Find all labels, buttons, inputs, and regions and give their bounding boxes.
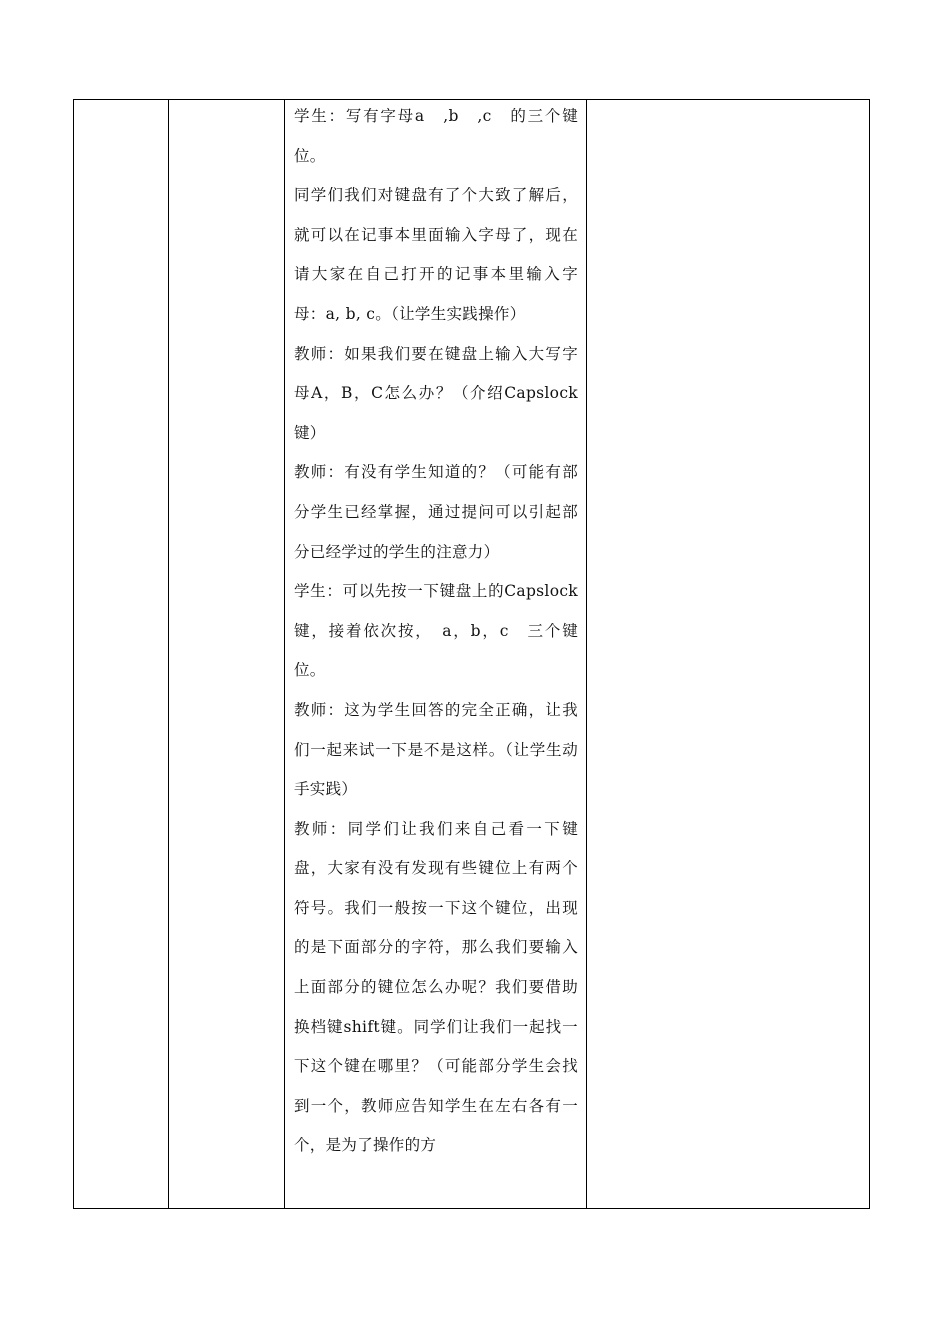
paragraph-student-capslock: 学生：可以先按一下键盘上的Capslock键，接着依次按， a，b，c 三个键位。 [294, 582, 578, 680]
table-cell-column-2 [169, 100, 285, 1209]
paragraph-student-answer-keys: 学生：写有字母a ,b ,c 的三个键位。 [294, 107, 578, 165]
paragraph-uppercase-question: 教师：如果我们要在键盘上输入大写字母A，B，C怎么办？（介绍Capslock键） [294, 344, 578, 442]
table-cell-column-1 [74, 100, 169, 1209]
paragraph-notepad-practice: 同学们我们对键盘有了个大致了解后，就可以在记事本里面输入字母了，现在请大家在自己打开的记事本里输入字母：a, b, c。（让学生实践操作） [294, 186, 578, 323]
table-cell-column-4 [587, 100, 870, 1209]
table-cell-teaching-content [285, 100, 587, 1209]
teaching-content-text [285, 97, 586, 1166]
paragraph-teacher-confirms: 教师：这为学生回答的完全正确，让我们一起来试一下是不是这样。（让学生动手实践） [294, 700, 578, 799]
table-row [74, 100, 870, 1209]
paragraph-shift-key: 教师：同学们让我们来自己看一下键盘，大家有没有发现有些键位上有两个符号。我们一般按一下这个键位，出现的是下面部分的字符，那么我们要输入上面部分的键位怎么办呢？我们要借助换档键shift键。同学们让我们一起找一下这个键在哪里？（可能部分学生会找到一个，教师应告知学生在左右各有一个，是为了操作的方 [294, 819, 578, 1155]
paragraph-teacher-asks: 教师：有没有学生知道的？（可能有部分学生已经掌握，通过提问可以引起部分已经学过的学生的注意力） [294, 463, 578, 561]
lesson-plan-table [73, 99, 870, 1209]
